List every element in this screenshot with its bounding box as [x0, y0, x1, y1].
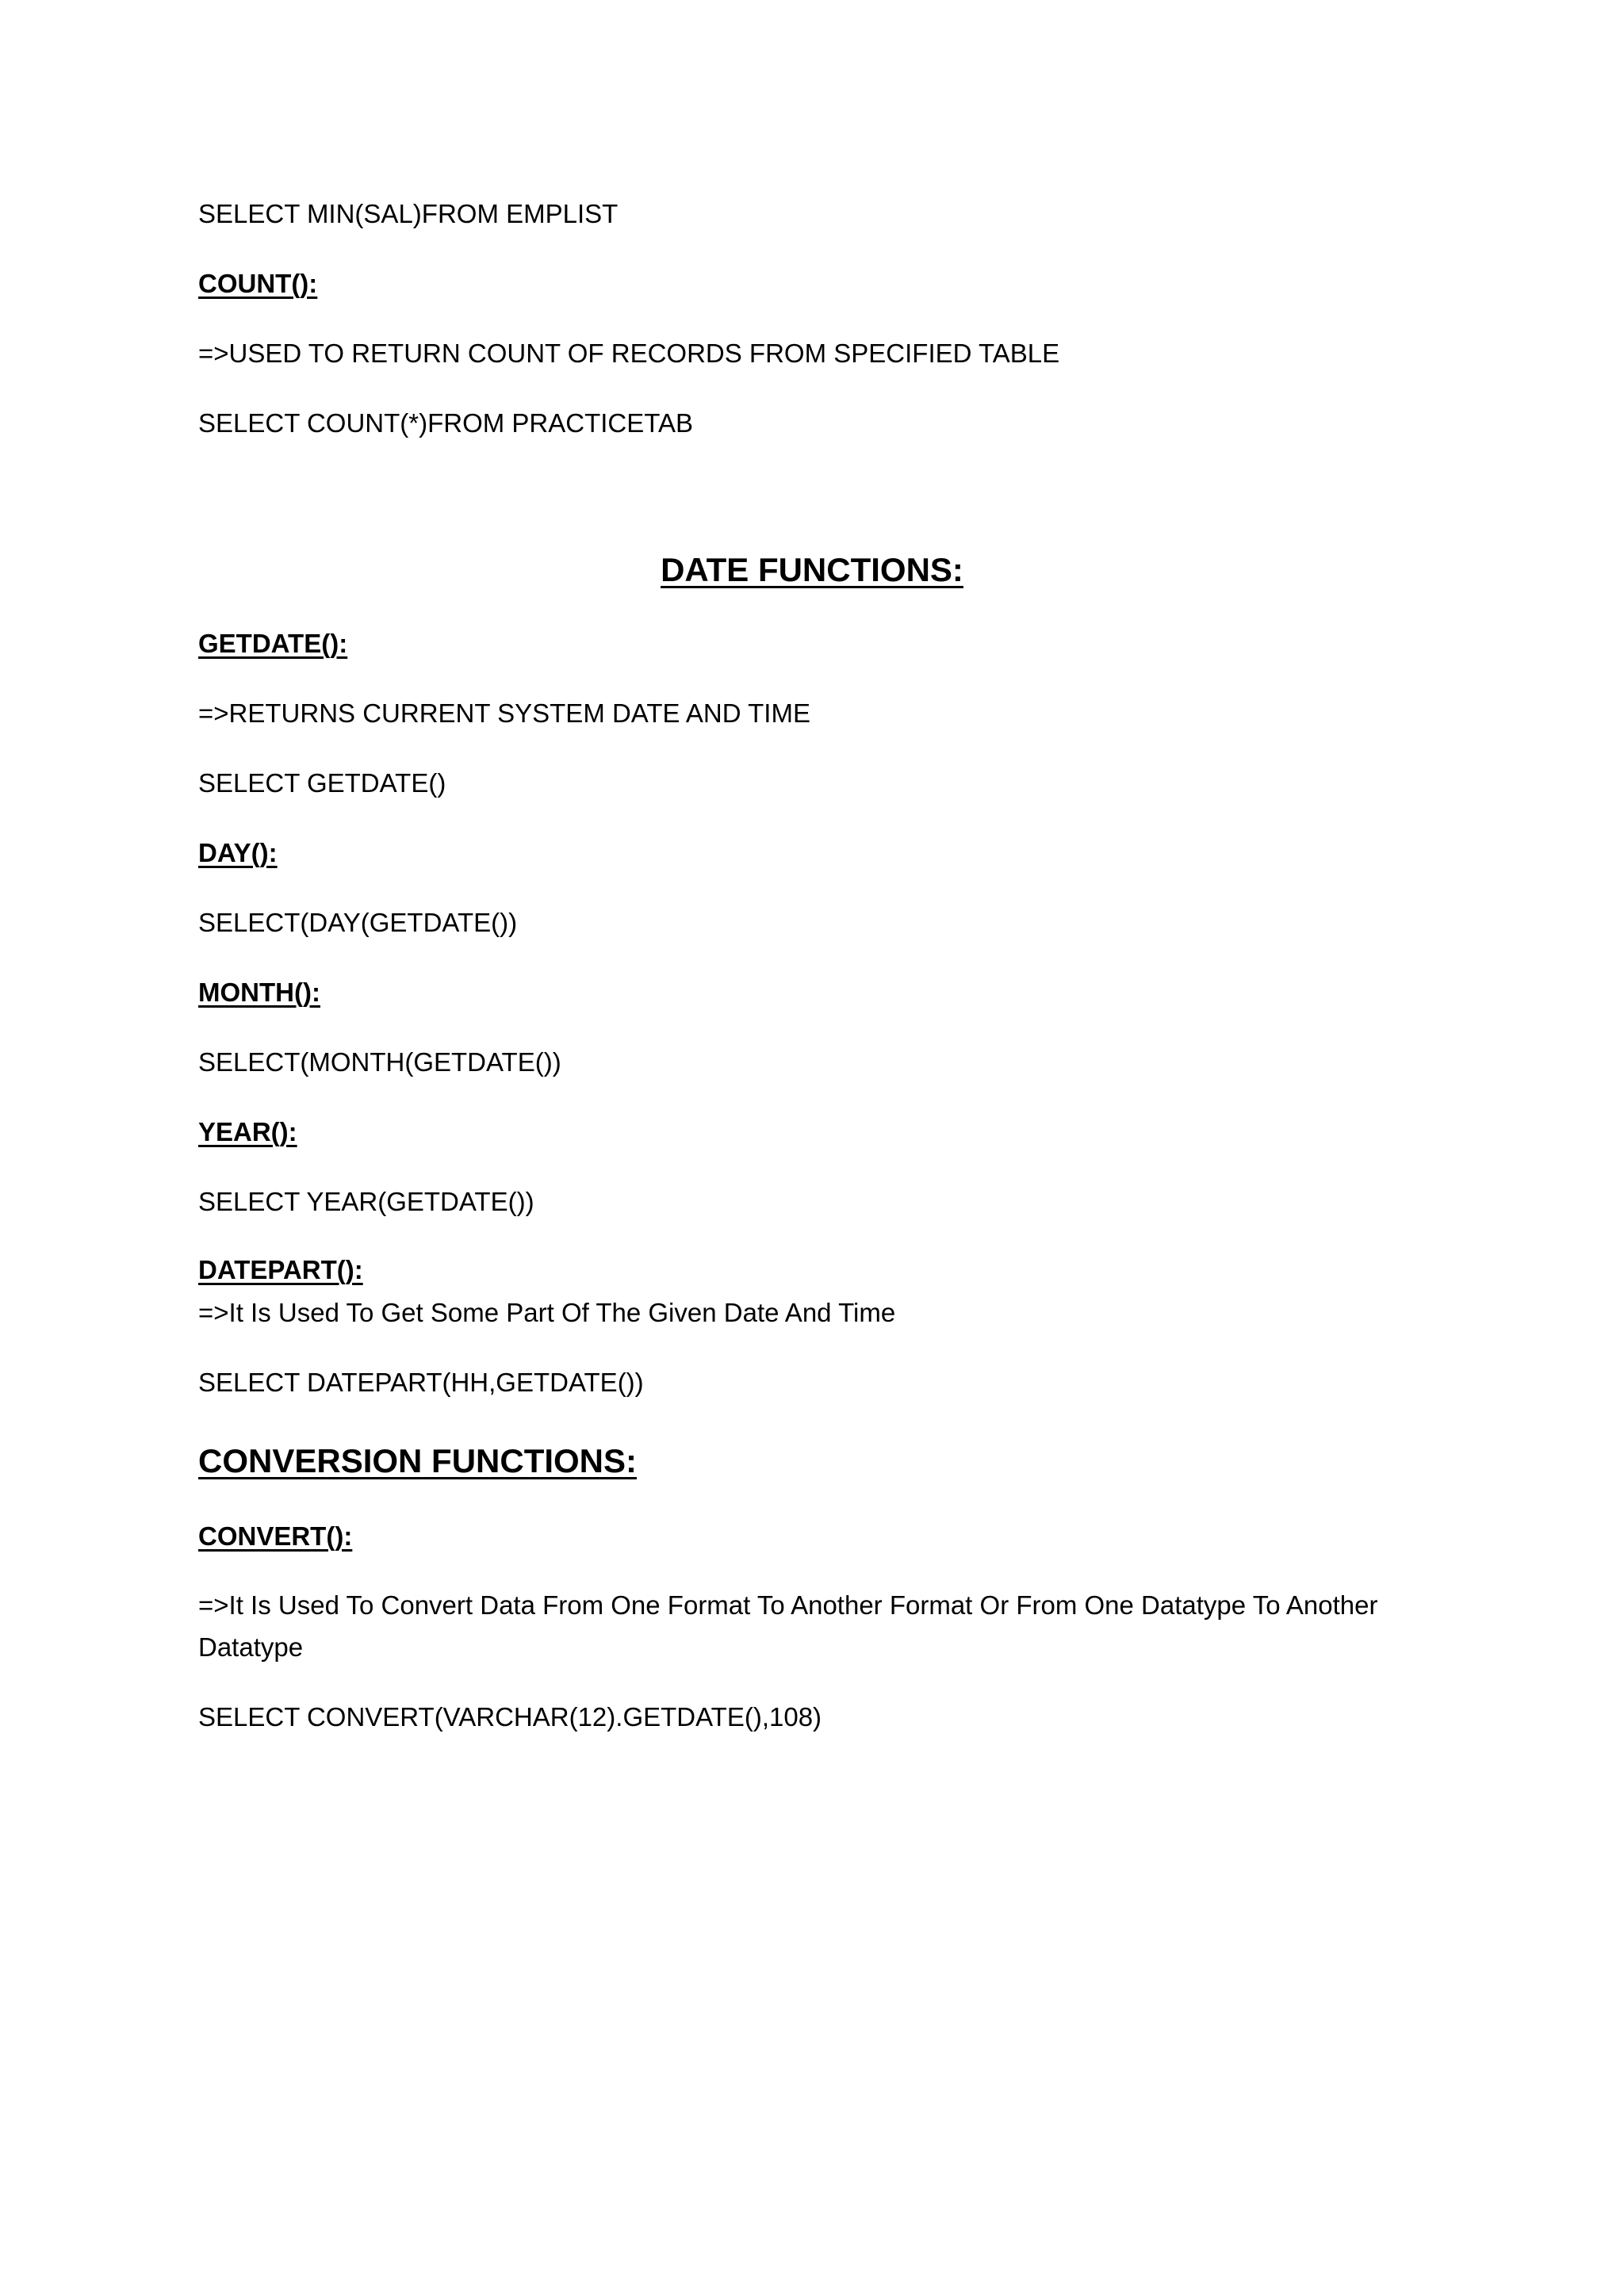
conversion-functions-title: CONVERSION FUNCTIONS:	[198, 1442, 638, 1479]
date-functions-title: DATE FUNCTIONS:	[661, 551, 963, 588]
month-heading: MONTH():	[198, 978, 320, 1007]
day-heading: DAY():	[198, 838, 278, 867]
getdate-heading: GETDATE():	[198, 629, 348, 658]
getdate-description: =>RETURNS CURRENT SYSTEM DATE AND TIME	[198, 698, 810, 728]
month-query: SELECT(MONTH(GETDATE())	[198, 1047, 561, 1077]
convert-query: SELECT CONVERT(VARCHAR(12).GETDATE(),108)	[198, 1702, 822, 1732]
year-query: SELECT YEAR(GETDATE())	[198, 1187, 534, 1216]
convert-heading: CONVERT():	[198, 1521, 353, 1551]
convert-description: =>It Is Used To Convert Data From One Format To Another Format Or From One Datatype To Another Datatype	[198, 1590, 1378, 1662]
year-heading: YEAR():	[198, 1117, 297, 1146]
count-query: SELECT COUNT(*)FROM PRACTICETAB	[198, 408, 693, 438]
datepart-heading: DATEPART():	[198, 1255, 363, 1284]
count-description: =>USED TO RETURN COUNT OF RECORDS FROM SPECIFIED TABLE	[198, 339, 1060, 368]
datepart-query: SELECT DATEPART(HH,GETDATE())	[198, 1368, 644, 1397]
min-query: SELECT MIN(SAL)FROM EMPLIST	[198, 199, 619, 228]
count-heading: COUNT():	[198, 269, 318, 298]
datepart-description: =>It Is Used To Get Some Part Of The Given Date And Time	[198, 1298, 896, 1327]
day-query: SELECT(DAY(GETDATE())	[198, 908, 518, 937]
getdate-query: SELECT GETDATE()	[198, 768, 446, 798]
